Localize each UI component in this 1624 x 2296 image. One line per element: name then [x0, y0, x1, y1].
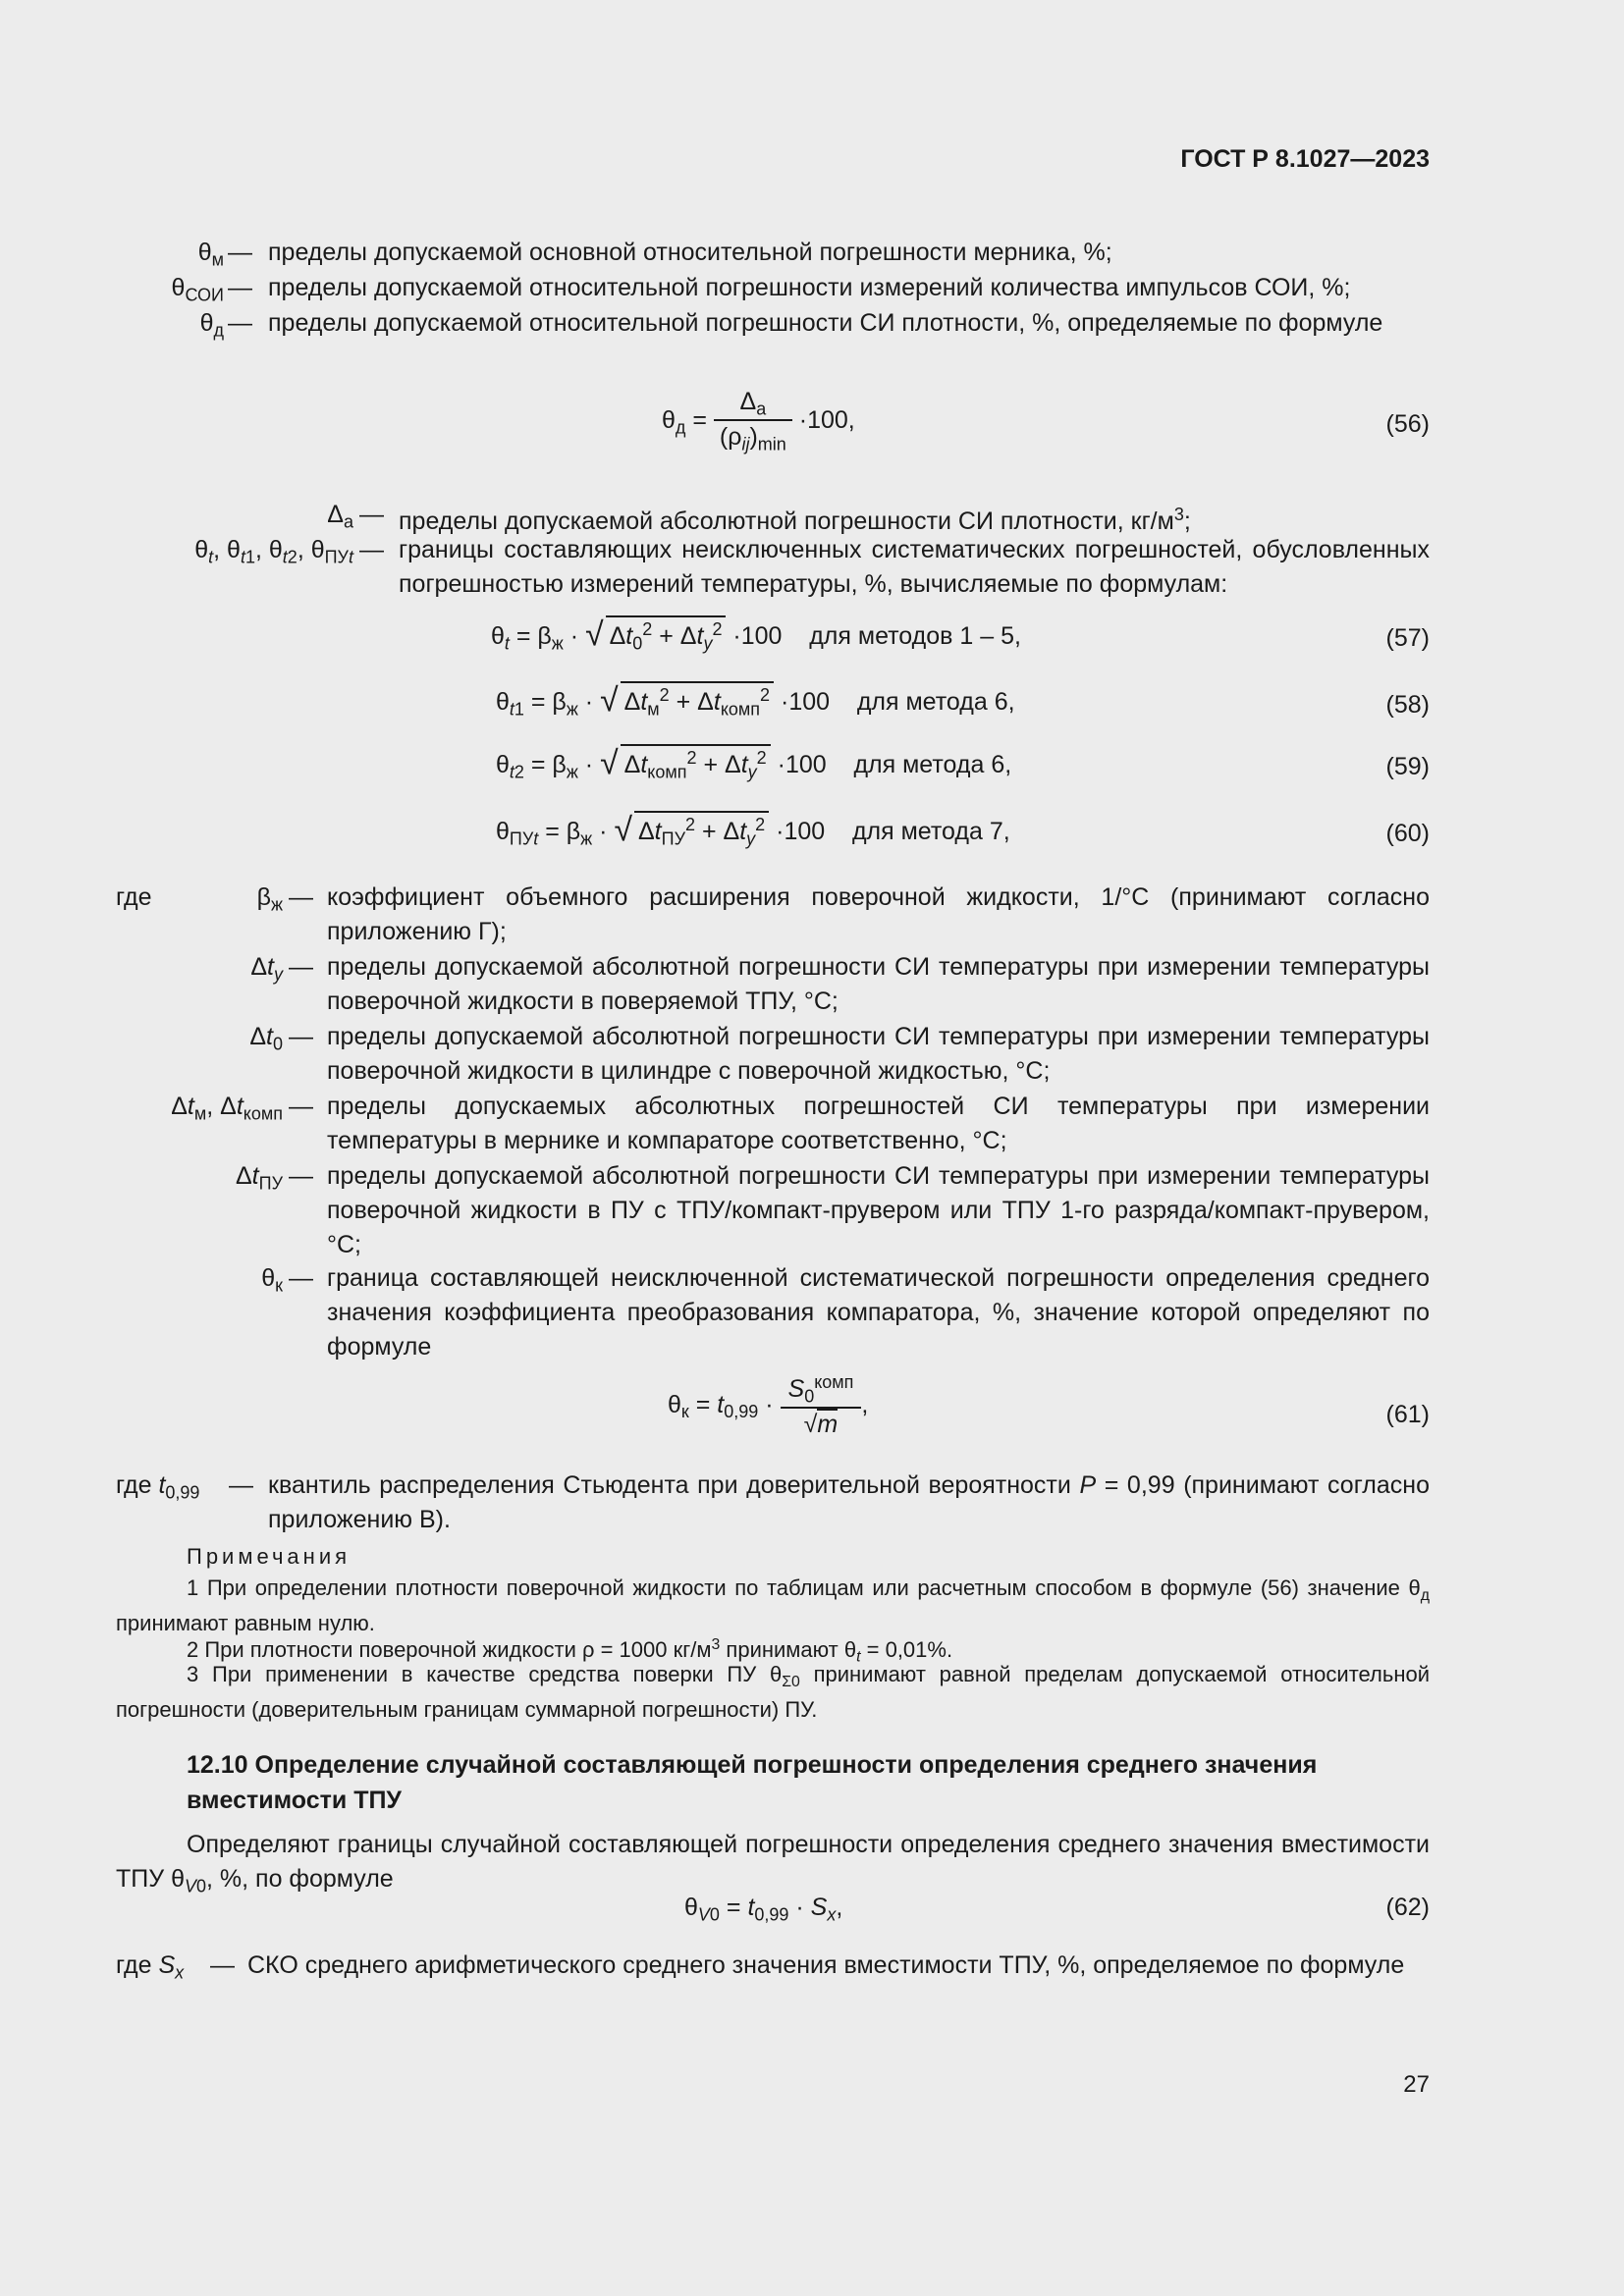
section-heading: 12.10 Определение случайной составляющей погрешности определения среднего значения вместимости ТПУ [187, 1751, 1318, 1814]
definition-text: пределы допускаемой абсолютной погрешности СИ температуры при измерении температуры поверочной жидкости в цилиндре с поверочной жидкостью, °С; [327, 1023, 1430, 1085]
paragraph: Определяют границы случайной составляющей погрешности определения среднего значения вместимости ТПУ $\theta_{V0}$, %, по формуле [116, 1831, 1430, 1896]
definition-text: пределы допускаемых абсолютных погрешностей СИ температуры при измерении температуры в мернике и компараторе соответственно, °С; [327, 1093, 1430, 1154]
symbol-theta-k: $\theta_к$ [261, 1264, 283, 1296]
dash: — [228, 239, 252, 266]
equation-number: (58) [1385, 691, 1430, 719]
note-item: 3 При применении в качестве средства поверки ПУ $\theta_{\Sigma 0}$ принимают равной пределам допускаемой относительной погрешности (доверительным границам суммарной погрешности) ПУ. [116, 1662, 1431, 1722]
symbol-theta-t-list: $\theta_t$, $\theta_{t1}$, $\theta_{t2}$, $\theta_{ПУt}$ [194, 536, 353, 567]
equation-59: $\theta_{t2} = \beta_ж$ · √ $\Delta t_{комп}^2 + \Delta t_y^2 \cdot 100$ для метода 6, [496, 744, 1012, 782]
equation-56: $\theta_д$ = $\frac{\Delta_а}{(\rho_{ij})_{min}}$ ·100, [662, 388, 855, 454]
definition-text: пределы допускаемой абсолютной погрешности СИ температуры при измерении температуры поверочной жидкости в ПУ с ТПУ/компакт-прувером или ТПУ 1-го разряда/компакт-прувером, °С; [327, 1162, 1430, 1258]
dash: — [289, 1093, 313, 1120]
dash: — [289, 883, 313, 911]
equation-61: $\theta_к = t_{0,99}$ · $\frac{S_0^{комп}}{√m}$ , [668, 1372, 869, 1439]
definition-text: пределы допускаемой абсолютной погрешности СИ температуры при измерении температуры поверочной жидкости в поверяемой ТПУ, °С; [327, 953, 1430, 1015]
equation-number: (62) [1385, 1894, 1430, 1921]
symbol-t099: где $t_{0,99}$ [116, 1471, 200, 1503]
symbol-theta-m: $\theta_м$ [197, 239, 224, 270]
definition-text: пределы допускаемой относительной погрешности измерений количества импульсов СОИ, %; [268, 274, 1351, 301]
dash: — [359, 501, 384, 528]
definition-text: пределы допускаемой абсолютной погрешности СИ плотности, $кг/м^3$; [399, 505, 1191, 535]
definition-text: коэффициент объемного расширения поверочной жидкости, 1/°С (принимают согласно приложению Г); [327, 883, 1430, 945]
dash: — [289, 1264, 313, 1292]
dash: — [289, 953, 313, 981]
definition-text: границы составляющих неисключенных систематических погрешностей, обусловленных погрешностью измерений температуры, %, вычисляемые по формулам: [399, 536, 1430, 598]
equation-number: (60) [1385, 820, 1430, 847]
definition-text: пределы допускаемой относительной погрешности СИ плотности, %, определяемые по формуле [268, 309, 1383, 337]
equation-number: (59) [1385, 753, 1430, 780]
equation-number: (56) [1385, 410, 1430, 438]
definition-text: пределы допускаемой основной относительной погрешности мерника, %; [268, 239, 1112, 266]
dash: — [210, 1951, 235, 1979]
symbol-sx: где $S_x$ [116, 1951, 185, 1983]
definition-text: граница составляющей неисключенной систематической погрешности определения среднего значения коэффициента преобразования компаратора, %, значение которой определяют по формуле [327, 1264, 1430, 1361]
dash: — [289, 1162, 313, 1190]
dash: — [228, 309, 252, 337]
definition-text: СКО среднего арифметического среднего значения вместимости ТПУ, %, определяемое по формуле [247, 1951, 1405, 1979]
equation-number: (61) [1385, 1401, 1430, 1428]
symbol-theta-soi: $\theta_{СОИ}$ [171, 274, 224, 305]
doc-code: ГОСТ Р 8.1027—2023 [1180, 145, 1430, 173]
fraction: $\frac{\Delta_а}{(\rho_{ij})_{min}}$ [714, 388, 792, 455]
equation-58: $\theta_{t1} = \beta_ж$ · √ $\Delta t_м^2 + \Delta t_{комп}^2 \cdot 100$ для метода 6, [496, 681, 1015, 720]
symbol-delta-tm-tkomp: $\Delta t_м$, $\Delta t_{комп}$ [171, 1093, 283, 1124]
page-number: 27 [1403, 2071, 1430, 2098]
symbol-theta-d: $\theta_д$ [199, 309, 224, 341]
symbol-delta-a: $\Delta_а$ [327, 501, 353, 532]
where-label: где [116, 883, 152, 911]
fraction: $\frac{S_0^{комп}}{√m}$ [781, 1372, 862, 1439]
notes-heading: Примечания [187, 1544, 352, 1569]
symbol-delta-ty: $\Delta t_y$ [250, 953, 283, 985]
equation-60: $\theta_{ПУt} = \beta_ж$ · √ $\Delta t_{ПУ}^2 + \Delta t_y^2 \cdot 100$ для метода 7, [496, 811, 1010, 849]
symbol-delta-tpu: $\Delta t_{ПУ}$ [235, 1162, 283, 1194]
dash: — [359, 536, 384, 563]
dash: — [228, 274, 252, 301]
note-item: 1 При определении плотности поверочной жидкости по таблицам или расчетным способом в формуле (56) значение $\theta_д$ принимают равным нулю. [116, 1575, 1430, 1635]
definition-text: квантиль распределения Стьюдента при доверительной вероятности P = 0,99 (принимают согласно приложению В). [268, 1471, 1430, 1533]
equation-number: (57) [1385, 624, 1430, 652]
symbol-beta: $\beta_ж$ [256, 883, 283, 915]
equation-57: $\theta_t = \beta_ж$ · √ $\Delta t_0^2 + \Delta t_y^2 \cdot 100$ для методов 1 – 5, [491, 615, 1021, 654]
equation-62: $\theta_{V0} = t_{0,99} \cdot S_x$, [684, 1894, 843, 1925]
symbol-delta-t0: $\Delta t_0$ [249, 1023, 283, 1054]
dash: — [289, 1023, 313, 1050]
dash: — [229, 1471, 253, 1499]
note-item: 2 При плотности поверочной жидкости ρ = 1000 $кг/м^3$ принимают $\theta_t = 0,01\%$. [187, 1636, 953, 1666]
